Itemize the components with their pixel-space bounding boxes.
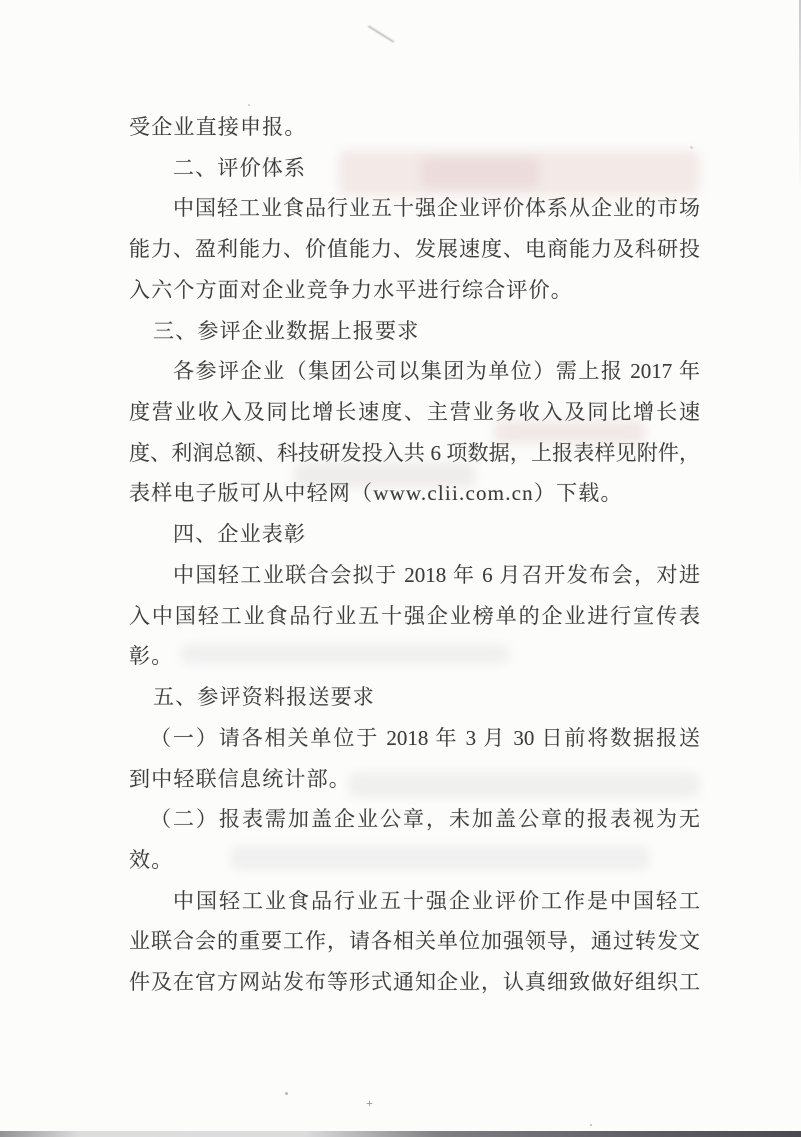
text-line: 表样电子版可从中轻网（www.clii.com.cn）下载。 (129, 481, 623, 506)
text-line: 度、利润总额、科技研发投入共 6 项数据，上报表样见附件， (129, 440, 700, 465)
text-line: 能力、盈利能力、价值能力、发展速度、电商能力及科研投 (129, 237, 700, 262)
speck-artifact (285, 1092, 288, 1095)
text-line: 入六个方面对企业竞争力水平进行综合评价。 (129, 277, 573, 302)
text-line: 业联合会的重要工作，请各相关单位加强领导，通过转发文 (129, 929, 700, 954)
text-line: 中国轻工业联合会拟于 2018 年 6 月召开发布会，对进 (173, 562, 700, 587)
text-line: 各参评企业（集团公司以集团为单位）需上报 2017 年 (173, 359, 700, 384)
text-line: 二、评价体系 (173, 155, 307, 180)
text-line: （一）请各相关单位于 2018 年 3 月 30 日前将数据报送 (150, 725, 700, 750)
text-line: 彰。 (129, 644, 174, 669)
speck-artifact (690, 146, 693, 149)
speck-artifact (590, 1124, 592, 1126)
text-line: 受企业直接申报。 (129, 115, 307, 139)
text-line: 中国轻工业食品行业五十强企业评价工作是中国轻工 (173, 888, 700, 913)
text-line: 效。 (129, 847, 174, 872)
text-line: 入中国轻工业食品行业五十强企业榜单的企业进行宣传表 (129, 603, 700, 628)
text-line: 中国轻工业食品行业五十强企业评价体系从企业的市场 (173, 196, 700, 221)
text-line: 三、参评企业数据上报要求 (153, 318, 420, 343)
document-lines (129, 107, 700, 1003)
scratch-mark-artifact (368, 25, 395, 43)
text-line: 件及在官方网站发布等形式通知企业，认真细致做好组织工 (129, 970, 700, 995)
plus-mark-artifact: + (366, 1096, 373, 1110)
text-line: 度营业收入及同比增长速度、主营业务收入及同比增长速 (129, 400, 700, 425)
text-line: 四、企业表彰 (173, 522, 307, 547)
text-line: （二）报表需加盖企业公章，未加盖公章的报表视为无 (150, 807, 700, 832)
speck-artifact (248, 104, 250, 106)
scan-edge-artifact (0, 1131, 801, 1137)
text-line: 到中轻联信息统计部。 (129, 766, 351, 791)
text-line: 五、参评资料报送要求 (153, 685, 375, 710)
